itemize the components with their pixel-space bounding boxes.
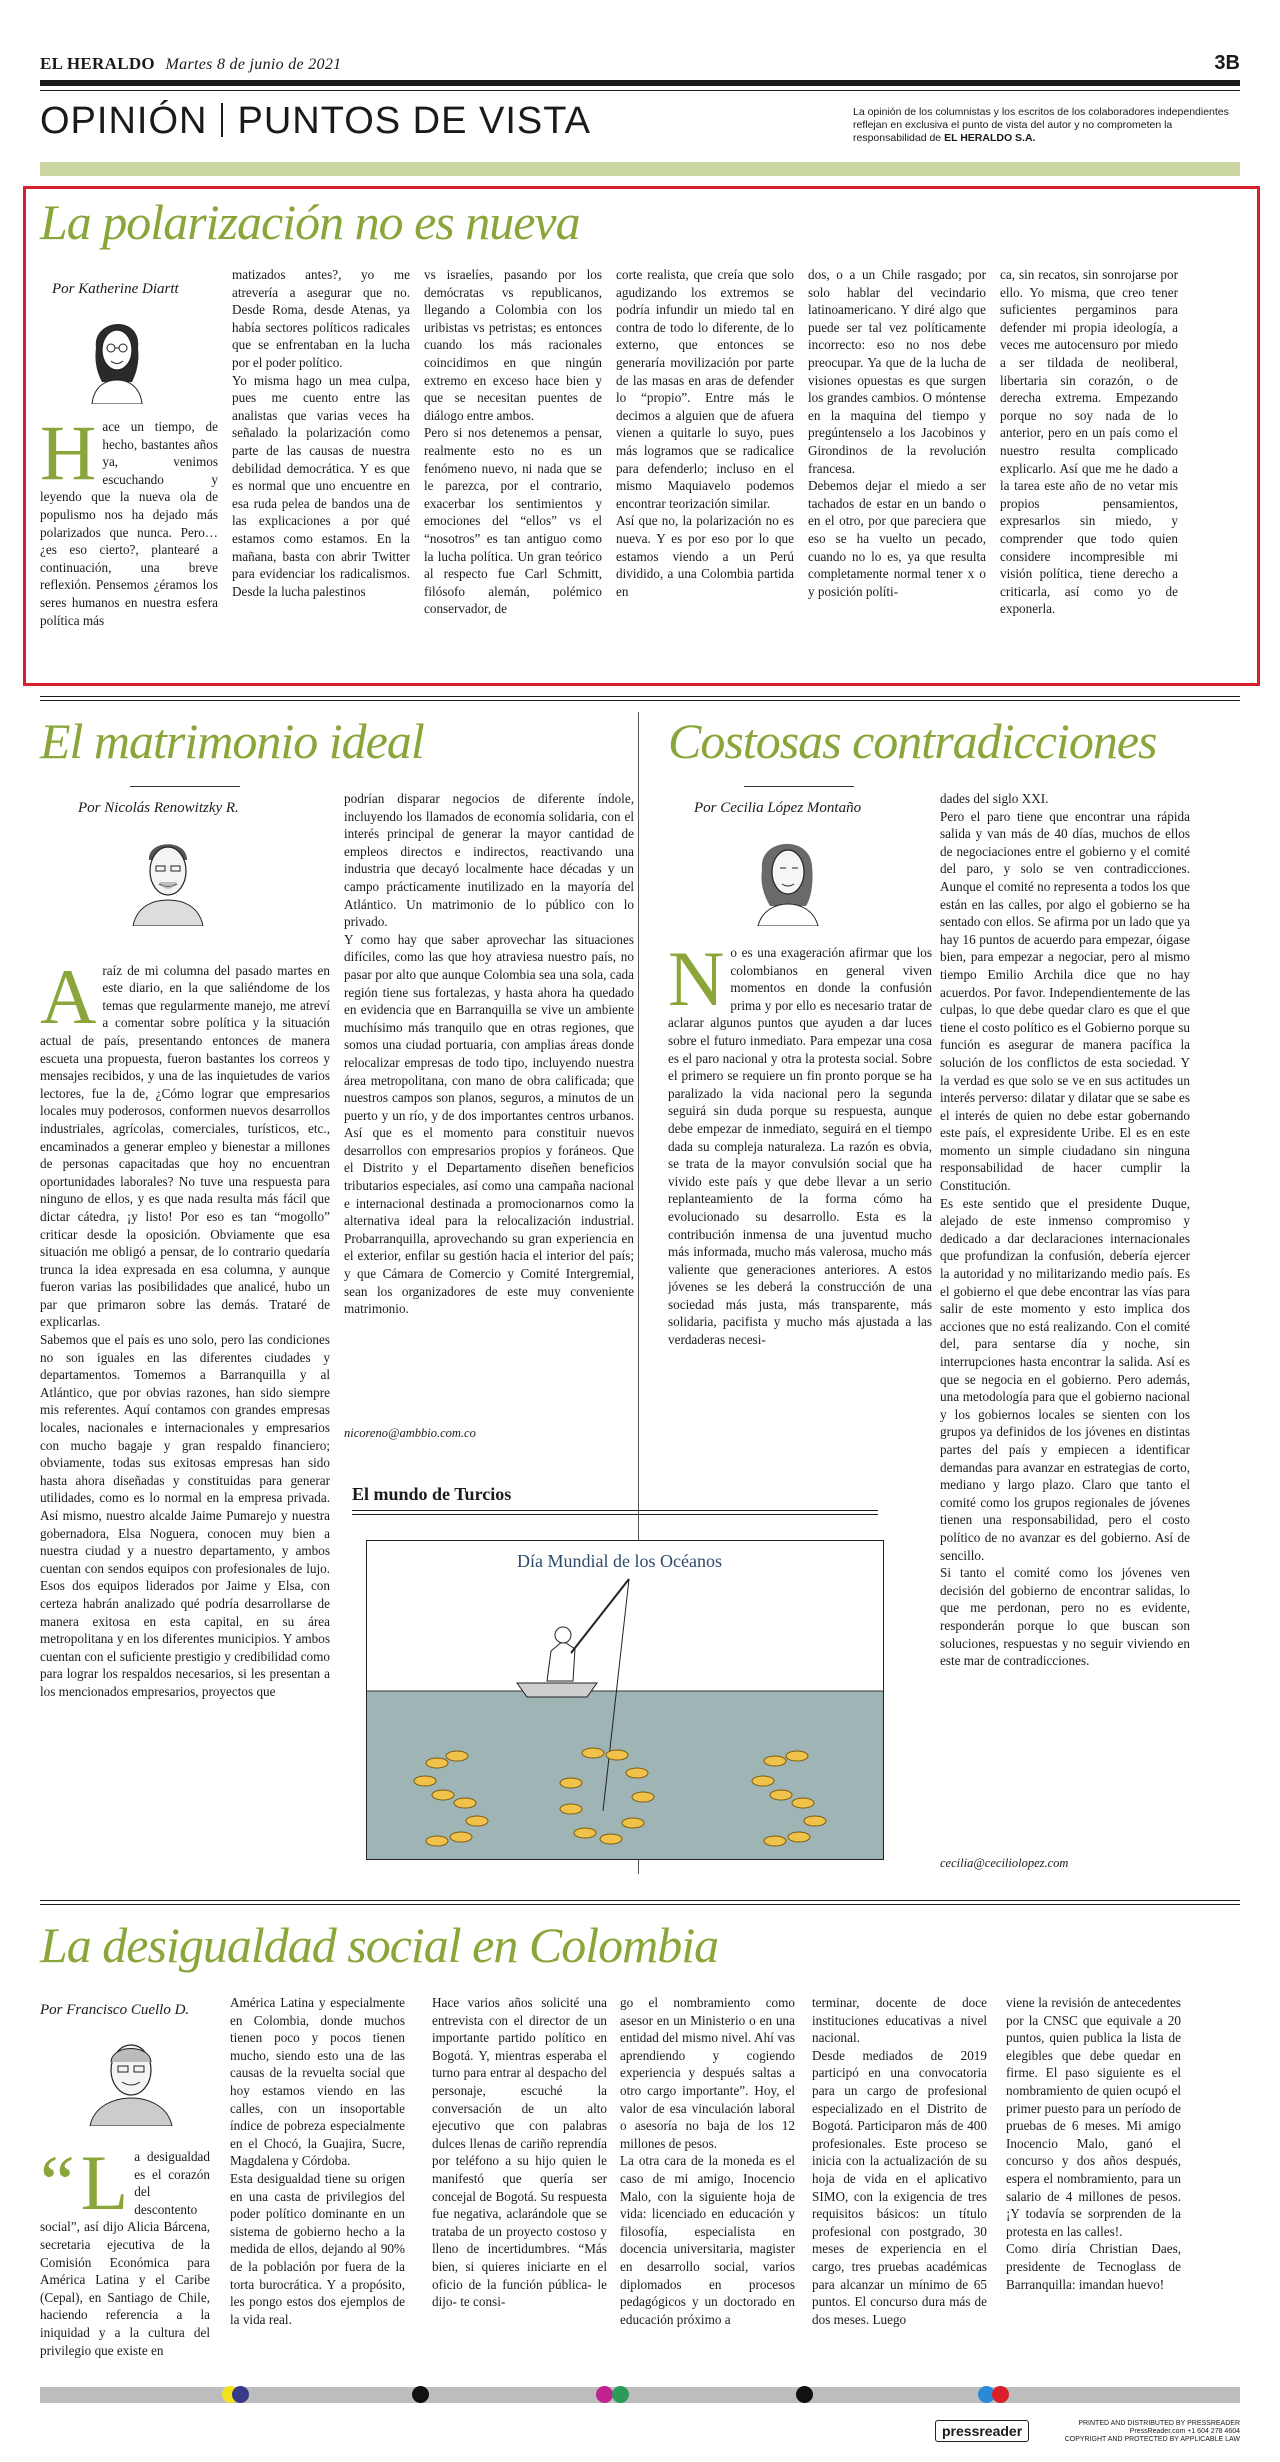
- disclaimer-text: La opinión de los columnistas y los escritos de los colaboradores independientes reflejan en exclusiva el punto de vista del autor y no comprometen la responsabilidad de: [853, 106, 1229, 144]
- newspaper-name: EL HERALDO: [40, 54, 155, 73]
- article-1-column-6: ca, sin recatos, sin sonrojarse por ello. Yo misma, que creo tener suficientes pergaminos para defender mi propia ideología, a veces me autocensuro por miedo a ser tildada de neoliberal, libertaria sin corazón, o de derecha extrema. Empezando porque no soy nada de lo anterior, pero en un país como el nuestro resulta complicado explicarlo. Así que me he dado a la tarea este año de no vetar mis propios pensamientos, expresarlos sin miedo, y comprender que todo quien considere incompresible mi visión política, tiene derecho a criticarla, así como yo de exponerla.: [1000, 267, 1178, 617]
- divider: [40, 1904, 1240, 1905]
- article-2-column-1: [40, 944, 330, 1878]
- author-portrait: [748, 826, 828, 926]
- article-4-text-1: a desigualdad es el corazón del descontento social”, así dijo Alicia Bárcena, secretaria ejecutiva de la Comisión Económica para América Latina y el Caribe (Cepal), en Santiago de Chile, haciendo referencia a la iniquidad y a la cultura del privilegio que existe en: [40, 2149, 210, 2358]
- article-2-text-1: raíz de mi columna del pasado martes en este diario, en la que saliéndome de los temas que regularmente manejo, me atreví a comentar sobre política y la situación actual de país, presentando entonces de manera escueta una propuesta, fueron bastantes los correos y mensajes recibidos, y una de las inquietudes de varios lectores, fue la de, ¿Cómo lograr que empresarios locales muy poderosos, conformen nuevos desarrollos industriales, agrícolas, comerciales, turísticos, etc., encaminados a generar empleo y bienestar a millones de personas capacitadas que hoy no encuentran oportunidades laborales? No tuve una respuesta para ninguno de ellos, y es que nada resulta más fácil que dictar cátedra, ¡y listo! Por eso es tan “mogollo” criticar desde la oposición. Obviamente que esa situación me obligó a pensar, de lo contrario quedaría trunca la idea expresada en esa columna, y aunque fueron varias las posibilidades que analicé, hubo un par que primaron sobre las demás. Trataré de explicarlas. Sabemos que el país es uno solo, pero las condiciones no son iguales en las diferentes ciudades y departamentos. Tomemos a Barranquilla y al Atlántico, que por obvias razones, han sido siempre mis referentes. Aquí contamos con grandes empresas locales, nacionales e internacionales y empresarios con mucho bagaje y gran respaldo financiero; obviamente, todas sus exitosas empresas han sido hasta ahora diseñadas y constituidas para generar utilidades, como es lo normal en la empresa privada. Así mismo, nuestro alcalde Jaime Pumarejo y nuestra gobernadora, Elsa Noguera, conocen muy bien a nuestra ciudad y a nuestro departamento, y ambos cuentan con sendos equipos con profesionales de lujo. Esos dos equipos liderados por Jaime y Elsa, con certeza habrán analizado qué podría desarrollarse de manera exitosa en esta capital, en su área metropolitana y en los diferentes municipios. Y ambos cuentan con el suficiente prestigio y credibilidad como para lograr los respaldos necesarios, si les presentan a los mencionados empresarios, proyectos que: [40, 962, 330, 1699]
- article-3-column-1: [668, 944, 932, 1878]
- registration-dot-black: [412, 2386, 429, 2403]
- pressreader-logo[interactable]: pressreader: [935, 2420, 1029, 2442]
- author-portrait: [86, 308, 148, 404]
- footer-line-3: COPYRIGHT AND PROTECTED BY APPLICABLE LAW: [1064, 2436, 1240, 2443]
- print-color-bar: [40, 2387, 1240, 2403]
- divider: [40, 696, 1240, 697]
- article-1-headline[interactable]: La polarización no es nueva: [40, 194, 580, 250]
- section-green-band: [40, 162, 1240, 176]
- masthead: [40, 54, 341, 74]
- article-3-dropcap: N: [668, 944, 725, 1022]
- registration-dot-green: [612, 2386, 629, 2403]
- section-title-right: PUNTOS DE VISTA: [237, 100, 592, 142]
- registration-dot-black: [796, 2386, 813, 2403]
- byline-rule: [744, 786, 854, 787]
- article-4-column-6: viene la revisión de antecedentes por la CNSC que equivale a 20 puntos, quien publica la lista de elegibles que debe quedar en firme. El paso siguiente es el nombramiento de quien ocupó el primer puesto para un período de pruebas de 6 meses. Mi amigo Inocencio Malo, ganó el concurso y dos años después, espera el nombramiento, para un salario de 4 millones de pesos. ¡Y todavía se sorprenden de la protesta en las calles!. Como diría Christian Daes, presidente de Tecnoglass de Barranquilla: imandan huevo!: [1006, 1995, 1181, 2292]
- article-2-email[interactable]: nicoreno@ambbio.com.co: [344, 1426, 476, 1440]
- article-1-byline: Por Katherine Diartt: [52, 281, 179, 297]
- issue-date: Martes 8 de junio de 2021: [165, 56, 342, 73]
- section-title-separator: [221, 103, 223, 137]
- article-2-dropcap: A: [40, 952, 97, 1040]
- author-portrait: [86, 2026, 176, 2126]
- author-portrait: [125, 826, 210, 926]
- masthead-rule-thin: [40, 90, 1240, 91]
- article-2-headline[interactable]: El matrimonio ideal: [40, 713, 424, 769]
- disclaimer: [853, 106, 1243, 145]
- article-1-text-1: ace un tiempo, de hecho, bastantes años ya, venimos escuchando y leyendo que la nueva ola de populismo nos ha dejado más polarizados que nunca. Pero… ¿es eso cierto?, planteаré a continuación, una breve reflexión. Pensemos ¿éramos los seres humanos en nuestra esfera política más: [40, 419, 218, 628]
- article-4-quote-mark: “: [40, 2148, 75, 2226]
- cartoon-caption: Día Mundial de los Océanos: [517, 1551, 722, 1571]
- section-title-left: OPINIÓN: [40, 100, 208, 142]
- article-3-column-2: dades del siglo XXI. Pero el paro tiene que encontrar una rápida salida y van más de 40 días, muchos de ellos de negociaciones entre el gobierno y el comité del paro, y solo se ven contradicciones. Aunque el comité no representa a todos los que están en las calles, por algo el gobierno se ha sentado con ellos. Se afirma por un lado que ya hay 16 puntos de acuerdo para empezar, óigase bien, para empezar a negociar, pero al mismo tiempo Emilio Archila dice que no hay acuerdos. Por favor. Independientemente de las culpas, lo que debe quedar claro es que el que tiene el costo político es el Gobierno porque su función es asegurar de manera pacífica la solución de los conflictos de esta sociedad. Y la verdad es que solo se ve en sus actitudes un interés perverso: dilatar y dilatar que se sabe es el interés de quien no debe estar gobernando este país, el expresidente Uribe. El es en este momento un simple ciudadano sin ninguna responsabilidad de hacer cumplir la Constitución. Es este sentido que el presidente Duque, alejado de este inmenso compromiso y dedicado a dar declaraciones internacionales que profundizan la confusión, debería ejercer la autoridad y no militarizando medio país. Es el gobierno el que debe encontrar las vías para salir de este momento y esto implica dos acciones que no está realizando. Con el comité del, para sentarse día y noche, sin interrupciones hasta encontrar la salida. Así es que se negocia en el gobierno. Pero además, una metodología para que el gobierno nacional y los gobiernos locales se sienten con los grupos ya definidos de los jóvenes en distintas partes del país y empiecen a identificar demandas para avanzar en estrategias de corto, mediano y largo plazo. Claro que tanto el comité como los grupos regionales de jóvenes tienen una responsabilidad, pero el costo político de no avanzar es del gobierno. Así de sencillo. Si tanto el comité como los jóvenes ven decisión del gobierno de encontrar salidas, lo que me perdonan, pero no es evidente, responderán porque lo que buscan son soluciones, respuestas y no seguir viviendo en este mar de contradicciones.: [940, 791, 1190, 1669]
- registration-dot-magenta: [596, 2386, 613, 2403]
- article-1-column-5: dos, o a un Chile rasgado; por solo hablar del vecindario latinoamericano. Y diré algo que puede ser tal vez políticamente incorrecto: eso no nos debe preocupar. Ya que de la lucha de visiones opuestas es que surgen los grandes cambios. O móntense en la maquina del tiempo y pregúntenselo a los Jacobinos y Girondinos de la revolución francesa. Debemos dejar el miedo a ser tachados de estar en un bando o en el otro, por que pareciera que eso se ha vuelto un pecado, cuando no lo es, ya que resulta completamente normal tener x o y posición políti-: [808, 267, 986, 599]
- registration-dot-red: [992, 2386, 1009, 2403]
- page-number: 3B: [1214, 52, 1240, 74]
- article-4-column-1: [40, 2148, 210, 2380]
- article-2-column-2: podrían disparar negocios de diferente índole, incluyendo los llamados de economía solidaria, con el interés principal de generar la mayor cantidad de empleos directos e indirectos, reactivando una industria que decayó localmente hace décadas y un campo prácticamente inutilizado en la mayoría del Atlántico. Un matrimonio de lo público con lo privado. Y como hay que saber aprovechar las situaciones difíciles, como las que hoy atraviesa nuestro país, no pasar por alto que aunque Colombia sea una sola, cada región tiene sus fortalezas, y hasta ahora ha quedado en evidencia que en Barranquilla se vive un ambiente muchísimo más tranquilo que en otras regiones, que somos una ciudad portuaria, con amplias áreas donde relocalizar empresas de todo tipo, incluyendo nuestra área metropolitana, con mano de obra calificada; que nuestros campos son planos, seguros, a minutos de un puerto y un río, y de dos importantes centros urbanos. Así que es el momento para constituir nuevos desarrollos con empresarios propios y foráneos. Que el Distrito y el Departamento diseñen beneficios tributarios especiales, así como una campaña nacional e internacional destinada a promocionarnos como la alternativa ideal para la relocalización industrial. Probarranquilla, aprovechando su gran experiencia en el exterior, enfilar su gestión hacia el interior del país; y que Cámara de Comercio y Comité Intergremial, sean los organizadores de este muy conveniente matrimonio.: [344, 791, 634, 1317]
- divider: [40, 1900, 1240, 1901]
- article-4-column-4: go el nombramiento como asesor en un Ministerio o en una entidad del mismo nivel. Ahí vas aprendiendo y cogiendo experiencia y después saltas a otro cargo importante”. Hoy, el valor de esa vinculación laboral o asesoría no baja de los 12 millones de pesos. La otra cara de la moneda es el caso de mi amigo, Inocencio Malo, con la siguiente hoja de vida: licenciado en educación y filosofía, especialista en docencia universitaria, magister en desarrollo social, varios diplomados en procesos pedagógicos y un doctorado en educación próximo a: [620, 1995, 795, 2327]
- cartoon-section-title: El mundo de Turcios: [352, 1484, 512, 1504]
- footer-line-1: PRINTED AND DISTRIBUTED BY PRESSREADER: [1078, 2420, 1240, 2427]
- article-4-column-5: terminar, docente de doce instituciones educativas a nivel nacional. Desde mediados de 2019 participó en una convocatoria para un cargo de profesional especializado en el Distrito de Bogotá. Participaron más de 400 profesionales. Este proceso se inicia con la actualización de su hoja de vida en el aplicativo SIMO, con la exigencia de tres requisitos básicos: un título profesional con postgrado, 30 meses de experiencia en el cargo, tres pruebas académicas para alcanzar un mínimo de 65 puntos. El concurso dura más de dos meses. Luego: [812, 1995, 987, 2327]
- article-1-column-2: matizados antes?, yo me atrevería a asegurar que no. Desde Roma, desde Atenas, ya había sectores políticos radicales que se enfrentaban en la lucha por el poder político. Yo misma hago un mea culpa, pues me cuento entre las analistas que varias veces ha señalado la polarización como parte de las causas de nuestra debilidad democrática. Y es que es normal que uno encuentre en esa ruda pelea de bandos una de las explicaciones a por qué estamos como estamos. En la mañana, basta con abrir Twitter para evidenciar los radicalismos. Desde la lucha palestinos: [232, 267, 410, 599]
- footer-legal: [1065, 2420, 1240, 2444]
- masthead-rule: [40, 80, 1240, 86]
- section-title: [40, 100, 591, 143]
- article-1-column-4: corte realista, que creía que solo agudizando los extremos se podría infundir un miedo tal en contra de todo lo diferente, de lo externo, que entonces se generaría movilización por parte de las masas en aras de defender lo “propio”. Entre más le decimos a alguien que de afuera vienen a quitarle lo suyo, pues más logramos que se radicalice para defenderlo; incluso en el mismo Maquiavelo podemos encontrar teorización similar. Así que no, la polarización no es nueva. Y es por eso por lo que estamos viendo a un Perú dividido, a una Colombia partida en: [616, 267, 794, 599]
- article-3-byline: Por Cecilia López Montaño: [694, 800, 862, 816]
- article-3-headline[interactable]: Costosas contradicciones: [668, 713, 1157, 769]
- article-1-column-1: [40, 418, 218, 680]
- byline-rule: [130, 786, 240, 787]
- article-3-text-1: o es una exageración afirmar que los colombianos en general viven momentos en donde la confusión prima y por ello es necesario tratar de aclarar algunos puntos que ayuden a dar luces sobre el futuro inmediato. Para empezar una cosa es el paro nacional y otra la protesta social. Sobre el primero se requiere un fin pronto porque se ha paralizado la vida nacional pero la segunda seguirá sin duda porque su respuesta, aunque debe empezar de inmediato, seguirá en el tiempo dada su compleja naturaleza. La razón es obvia, se trata de la mayor convulsión social que ha vivido este país y que debe llevar a un serio replanteamiento de la forma cómo ha evolucionado su desarrollo. Esta es la contribución inmensa de una juventud mucho más informada, mucho más valerosa, mucho más valiente que generaciones anteriores. A estos jóvenes se les deberá la construcción de una sociedad más justa, más transparente, más solidaria, pacifista y mucho más ajustada a las verdaderas necesi-: [668, 945, 932, 1348]
- article-1-dropcap: H: [40, 418, 97, 496]
- disclaimer-company: EL HERALDO S.A.: [944, 132, 1036, 144]
- article-1-column-3: vs israelíes, pasando por los demócratas vs republicanos, llegando a Colombia con los uribistas vs petristas; es entonces cuando los más racionales coincidimos en que ningún extremo en exceso hace bien y que se necesitan puentes de diálogo entre ambos. Pero si nos detenemos a pensar, realmente esto no es un fenómeno nuevo, ni nada que se le parezca, por el contrario, exacerbar los sentimientos y emociones del “ellos” vs el “nosotros” es tan antiguo como la lucha política. Un gran teórico al respecto fue Carl Schmitt, filósofo alemán, polémico conservador, de: [424, 267, 602, 617]
- article-4-byline: Por Francisco Cuello D.: [40, 2002, 190, 2018]
- article-4-dropcap: L: [80, 2148, 129, 2226]
- divider: [40, 700, 1240, 701]
- article-4-column-3: Hace varios años solicité una entrevista con el director de un importante partido político en Bogotá. Y, mientras esperaba el turno para entrar al despacho del personaje, escuché la conversación de un alto ejecutivo que con palabras dulces llenas de cariño reprendía por teléfono a su hijo quien le manifestó que quería ser concejal de Bogotá. Su respuesta fue negativa, aclarándole que se trataba de un proyecto costoso y lleno de incertidumbres. “Más bien, si quieres iniciarte en el oficio de la función pública- le dijo- te consi-: [432, 1995, 607, 2310]
- article-4-headline[interactable]: La desigualdad social en Colombia: [40, 1917, 719, 1973]
- article-4-column-2: América Latina y especialmente en Colombia, donde muchos tienen poco y pocos tienen mucho, siendo esto una de las causas de la revuelta social que hoy estamos viendo en las calles, con un insoportable índice de pobreza especialmente en el Chocó, la Guajira, Sucre, Magdalena y Córdoba. Esta desigualdad tiene su origen en una casta de privilegios del poder político dominante en un sistema de gobierno hecho a la medida de ellos, dejando al 90% de la población por fuera de la torta burocrática. Y a propósito, les pongo estos dos ejemplos de la vida real.: [230, 1995, 405, 2327]
- footer-line-2: PressReader.com +1 604 278 4604: [1129, 2428, 1240, 2435]
- article-2-byline: Por Nicolás Renowitzky R.: [78, 800, 239, 816]
- registration-dot-blue: [232, 2386, 249, 2403]
- article-3-email[interactable]: cecilia@ceciliolopez.com: [940, 1856, 1069, 1870]
